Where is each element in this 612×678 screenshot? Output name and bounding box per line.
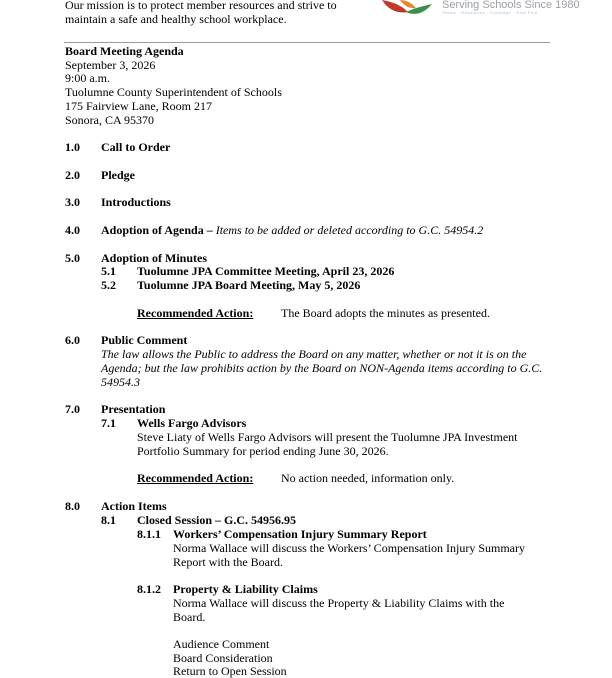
item-8-1-2-title: Property & Liability Claims xyxy=(173,582,318,596)
item-8-1-2-desc-line-1: Norma Wallace will discuss the Property & Liability Claims with the xyxy=(173,596,505,610)
item-2-number: 2.0 xyxy=(65,168,80,182)
item-5-2-number: 5.2 xyxy=(101,278,116,292)
item-8-1-2-number: 8.1.2 xyxy=(137,582,161,596)
item-6-note-line-3: 54954.3 xyxy=(101,375,140,389)
meeting-time: 9:00 a.m. xyxy=(65,71,110,85)
meeting-date: September 3, 2026 xyxy=(65,58,156,72)
item-6-title: Public Comment xyxy=(101,333,188,347)
item-2-title: Pledge xyxy=(101,168,135,182)
item-8-1-1-desc-line-2: Report with the Board. xyxy=(173,555,283,569)
item-8-1-1-desc-line-1: Norma Wallace will discuss the Workers’ Compensation Injury Summary xyxy=(173,541,526,555)
item-7-title: Presentation xyxy=(101,402,166,416)
item-5-2-title: Tuolumne JPA Board Meeting, May 5, 2026 xyxy=(137,278,361,292)
logo-tagline: Serving Schools Since 1980 xyxy=(442,0,580,11)
location-line-1: Tuolumne County Superintendent of Schools xyxy=(65,85,282,99)
item-4-line xyxy=(101,223,483,237)
mission-line-1: Our mission is to protect member resources and strive to xyxy=(65,0,337,12)
item-5-recommended-label: Recommended Action: xyxy=(137,306,254,320)
item-7-1-number: 7.1 xyxy=(101,416,116,430)
item-8-number: 8.0 xyxy=(65,499,80,513)
closed-session-step-3: Return to Open Session xyxy=(173,664,287,678)
item-8-1-2-desc-line-2: Board. xyxy=(173,610,206,624)
location-line-3: Sonora, CA 95370 xyxy=(65,113,155,127)
closed-session-step-1: Audience Comment xyxy=(173,637,270,651)
item-3-number: 3.0 xyxy=(65,195,80,209)
item-5-1-number: 5.1 xyxy=(101,264,116,278)
item-7-1-desc-line-2: Portfolio Summary for period ending June 30, 2026. xyxy=(137,444,389,458)
header-divider xyxy=(64,42,550,43)
item-7-1-desc-line-1: Steve Liaty of Wells Fargo Advisors will present the Tuolumne JPA Investment xyxy=(137,430,518,444)
item-8-title: Action Items xyxy=(101,499,167,513)
item-7-recommended-text: No action needed, information only. xyxy=(281,471,455,485)
item-1-title: Call to Order xyxy=(101,140,171,154)
location-line-2: 175 Fairview Lane, Room 217 xyxy=(65,99,212,113)
item-7-number: 7.0 xyxy=(65,402,80,416)
item-8-1-number: 8.1 xyxy=(101,513,116,527)
item-1-number: 1.0 xyxy=(65,140,80,154)
item-8-1-title: Closed Session – G.C. 54956.95 xyxy=(137,513,297,527)
item-6-number: 6.0 xyxy=(65,333,80,347)
item-8-1-1-title: Workers’ Compensation Injury Summary Report xyxy=(173,527,427,541)
logo-subtext: Teams · Resources · Coverage · Risk Pool xyxy=(442,10,538,15)
item-5-number: 5.0 xyxy=(65,251,80,265)
item-4-note: Items to be added or deleted according to G.C. 54954.2 xyxy=(215,223,484,237)
closed-session-step-2: Board Consideration xyxy=(173,651,273,665)
item-7-recommended-label: Recommended Action: xyxy=(137,471,254,485)
item-6-note-line-2: Agenda; but the law prohibits action by the Board on NON-Agenda items according to G.C. xyxy=(101,361,543,375)
item-5-title: Adoption of Minutes xyxy=(101,251,208,265)
item-3-title: Introductions xyxy=(101,195,171,209)
item-6-note-line-1: The law allows the Public to address the Board on any matter, whether or not it is on the xyxy=(101,347,527,361)
item-7-1-title: Wells Fargo Advisors xyxy=(137,416,247,430)
logo-leaf-orange xyxy=(400,0,416,8)
item-5-1-title: Tuolumne JPA Committee Meeting, April 23, 2026 xyxy=(137,264,395,278)
item-4-number: 4.0 xyxy=(65,223,80,237)
item-5-recommended-text: The Board adopts the minutes as presented. xyxy=(281,306,490,320)
item-4-title: Adoption of Agenda – xyxy=(101,223,216,237)
mission-line-2: maintain a safe and healthy school workplace. xyxy=(65,12,287,26)
agenda-title: Board Meeting Agenda xyxy=(65,44,184,58)
item-8-1-1-number: 8.1.1 xyxy=(137,527,161,541)
